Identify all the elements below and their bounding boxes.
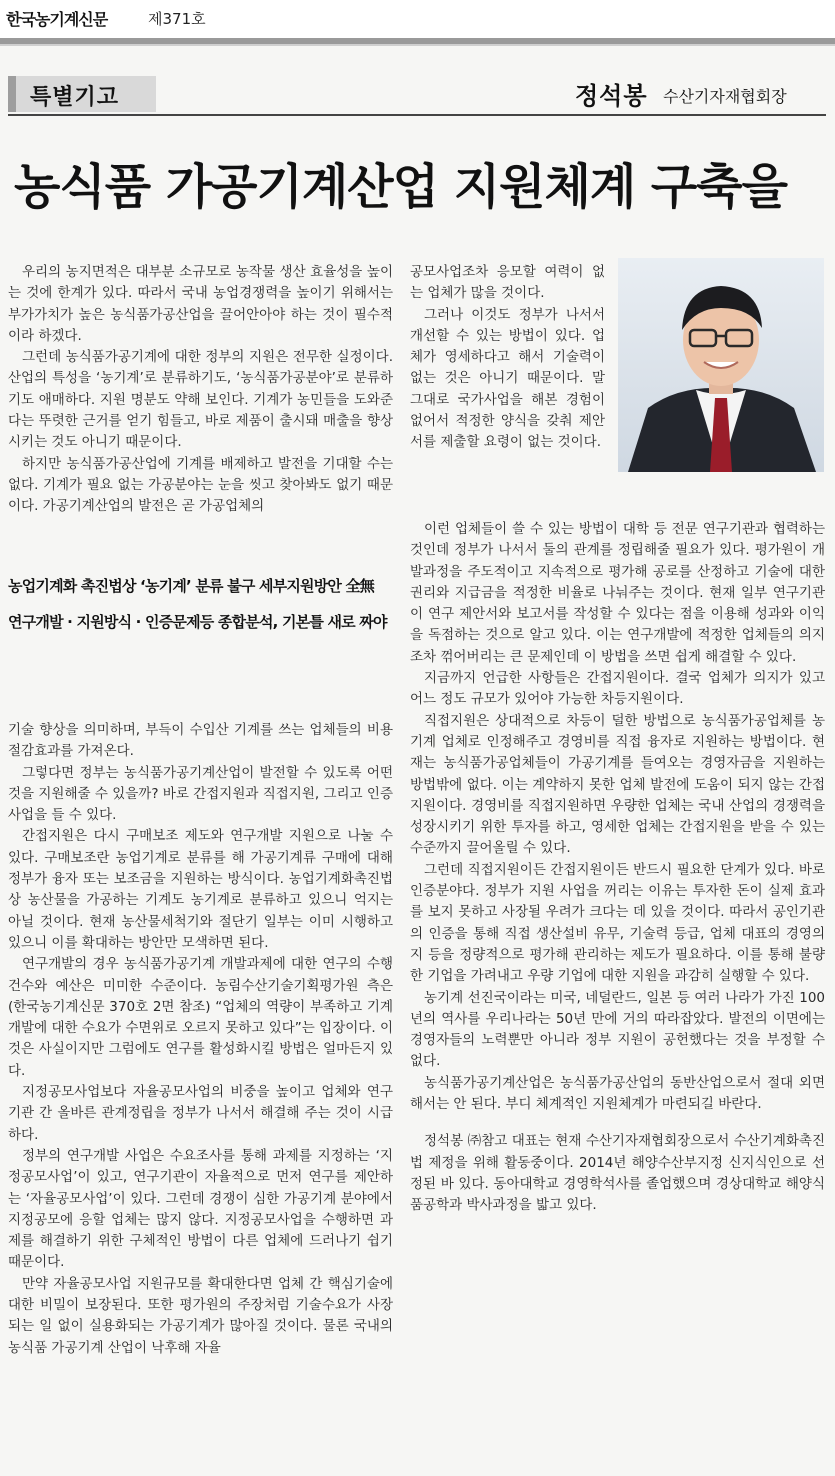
author-photo [618,258,824,472]
paragraph: 연구개발의 경우 농식품가공기계 개발과제에 대한 연구의 수행 건수와 예산은 미미한 수준이다. 농림수산기술기획평가원 측은 (한국농기계신문 370호 2면 참조) “업체의 역량이 부족하고 기계 개발에 대한 수요가 수면위로 오르지 못하고 있다”는 입장이다. 이것은 사실이지만 그럼에도 연구를 활성화시킬 방법은 얼마든지 있다. [8,956,393,1079]
portrait-image [618,258,824,472]
column-left-top [8,262,393,518]
paragraph: 정부의 연구개발 사업은 수요조사를 통해 과제를 지정하는 ‘지정공모사업’이 있고, 연구기관이 자율적으로 먼저 연구를 제안하는 ‘자율공모사업’이 있다. 그런데 경쟁이 심한 가공기계 분야에서 지정공모에 응할 업체는 많지 않다. 지정공모사업을 수행하면 과제를 해결하기 위한 구체적인 방법이 다른 업체에 드러나기 쉽기 때문이다. [8,1147,393,1271]
paragraph: 하지만 농식품가공산업에 기계를 배제하고 발전을 기대할 수는 없다. 기계가 필요 없는 가공분야는 눈을 씻고 찾아봐도 없기 때문이다. 가공기계산업의 발전은 곧 가공업체의 [8,455,393,515]
paragraph: 그런데 농식품가공기계에 대한 정부의 지원은 전무한 실정이다. 산업의 특성을 ‘농기계’로 분류하기도, ‘농식품가공분야’로 분류하기도 애매하다. 지원 명분도 약해 보인다. 기계가 농민들을 도와준다는 뚜렷한 근거를 얻기 힘들고, 바로 제품이 출시돼 매출을 향상시키는 것도 아니기 때문이다. [8,349,393,451]
column-right-bottom [410,519,825,1217]
spacer [410,1115,825,1131]
paragraph: 그렇다면 정부는 농식품가공기계산업이 발전할 수 있도록 어떤 것을 지원해줄 수 있을까? 바로 간접지원과 직접지원, 그리고 인증사업을 들 수 있다. [8,764,393,824]
column-left-bottom [8,720,393,1359]
paragraph: 지정공모사업보다 자율공모사업의 비중을 높이고 업체와 연구기관 간 올바른 관계정립을 정부가 나서서 해결해 주는 것이 시급하다. [8,1084,393,1143]
author-name: 정석봉 [575,81,648,110]
paragraph: 기술 향상을 의미하며, 부득이 수입산 기계를 쓰는 업체들의 비용 절감효과를 가져온다. [8,722,393,760]
section-label: 특별기고 [30,85,120,110]
masthead-divider-light [0,44,835,46]
author-bio: 정석봉 ㈜참고 대표는 현재 수산기자재협회장으로서 수산기계화촉진법 제정을 위해 활동중이다. 2014년 해양수산부지정 신지식인으로 선정된 바 있다. 동아대학교 경영학석사를 졸업했으며 경상대학교 해양식품공학과 박사과정을 밟고 있다. [410,1133,825,1214]
article-headline: 농식품 가공기계산업 지원체계 구축을 [14,159,788,215]
section-tag [8,76,156,112]
newspaper-name: 한국농기계신문 [6,10,108,29]
paragraph: 그런데 직접지원이든 간접지원이든 반드시 필요한 단계가 있다. 바로 인증분야다. 정부가 지원 사업을 꺼리는 이유는 투자한 돈이 실제 효과를 보지 못하고 사장될 우려가 크다는 데 있을 것이다. 따라서 공인기관의 인증을 통해 직접 생산설비 유무, 기술력 등급, 업체 대표의 경영의지 등을 정량적으로 평가해 관리하는 제도가 필요하다. 이를 통해 불량한 기업을 가려내고 우량 기업에 대한 지원을 과감히 실행할 수 있다. [410,861,825,985]
subheading-box [8,565,393,675]
paragraph: 우리의 농지면적은 대부분 소규모로 농작물 생산 효율성을 높이는 것에 한계가 있다. 따라서 국내 농업경쟁력을 높이기 위해서는 부가가치가 높은 농식품가공산업을 끌어안아야 하는 것이 필수적이라 하겠다. [8,264,393,344]
issue-number: 제371호 [148,10,206,28]
author-role: 수산기자재협회장 [663,87,787,106]
paragraph: 이런 업체들이 쓸 수 있는 방법이 대학 등 전문 연구기관과 협력하는 것인데 정부가 나서서 둘의 관계를 정립해줄 필요가 있다. 평가원이 개발과정을 주도적이고 지속적으로 평가해 공로를 산정하고 기술에 대한 권리와 지급금을 적정한 비율로 나눠주는 것이다. 현재 일부 연구기관이 연구 제안서와 보고서를 작성할 수 있다는 점을 이용해 성과와 이익을 독점하는 것으로 알고 있다. 이는 연구개발에 적정한 업체들의 의지조차 꺾어버리는 큰 문제인데 이 방법을 쓰면 쉽게 해결할 수 있다. [410,521,825,665]
header-rule [8,114,826,116]
paragraph: 농식품가공기계산업은 농식품가공산업의 동반산업으로서 절대 외면해서는 안 된다. 부디 체계적인 지원체계가 마련되길 바란다. [410,1074,825,1113]
paragraph: 만약 자율공모사업 지원규모를 확대한다면 업체 간 핵심기술에 대한 비밀이 보장된다. 또한 평가원의 주장처럼 기술수요가 사장되는 일 없이 실용화되는 가공기계가 많아질 것이다. 물론 국내의 농식품 가공기계 산업이 낙후해 자율 [8,1275,393,1356]
paragraph: 농기계 선진국이라는 미국, 네덜란드, 일본 등 여러 나라가 가진 100년의 역사를 우리나라는 50년 만에 거의 따라잡았다. 발전의 이면에는 경영자들의 노력뿐만 아니라 정부 지원이 공헌했다는 것을 부정할 수 없다. [410,989,825,1070]
subheading-1: 농업기계화 촉진법상 ‘농기계’ 분류 불구 세부지원방안 全無 [8,577,374,595]
masthead [0,0,835,40]
paragraph: 그러나 이것도 정부가 나서서 개선할 수 있는 방법이 있다. 업체가 영세하다고 해서 기술력이 없는 것은 아니기 때문이다. 말 그대로 국가사업을 해본 경험이 없어서 적정한 양식을 갖춰 제안서를 제출할 요령이 없는 것이다. [410,306,605,451]
column-right-top [410,262,605,454]
paragraph: 직접지원은 상대적으로 차등이 덜한 방법으로 농식품가공업체를 농기계 업체로 인정해주고 경영비를 직접 융자로 지원하는 방법이다. 현재는 농식품가공업체들이 가공기계를 들여오는 경영자금을 지원하는 방법밖에 없다. 이는 계약하지 못한 업체 발전에 도움이 되지 않는 간접지원이다. 경영비를 직접지원하면 우량한 업체는 국내 산업의 경쟁력을 성장시키기 위한 투자를 하고, 영세한 업체는 간접지원을 받을 수 있는 수준까지 끌어올릴 수 있다. [410,712,825,857]
paragraph: 지금까지 언급한 사항들은 간접지원이다. 결국 업체가 의지가 있고 어느 정도 규모가 있어야 가능한 차등지원이다. [410,670,825,708]
paragraph: 간접지원은 다시 구매보조 제도와 연구개발 지원으로 나눌 수 있다. 구매보조란 농업기계로 분류를 해 가공기계류 구매에 대해 정부가 융자 또는 보조금을 지원하는 방식이다. 농업기계화촉진법상 농산물을 가공하는 기계도 농기계로 분류하고 있으니 억지는 아닐 것이다. 현재 농산물세척기와 절단기 일부는 이미 시행하고 있으니 이를 확대하는 방안만 모색하면 된다. [8,828,393,951]
paragraph: 공모사업조차 응모할 여력이 없는 업체가 많을 것이다. [410,264,605,302]
subheading-2: 연구개발 · 지원방식 · 인증문제등 종합분석, 기본틀 새로 짜야 [8,613,387,631]
